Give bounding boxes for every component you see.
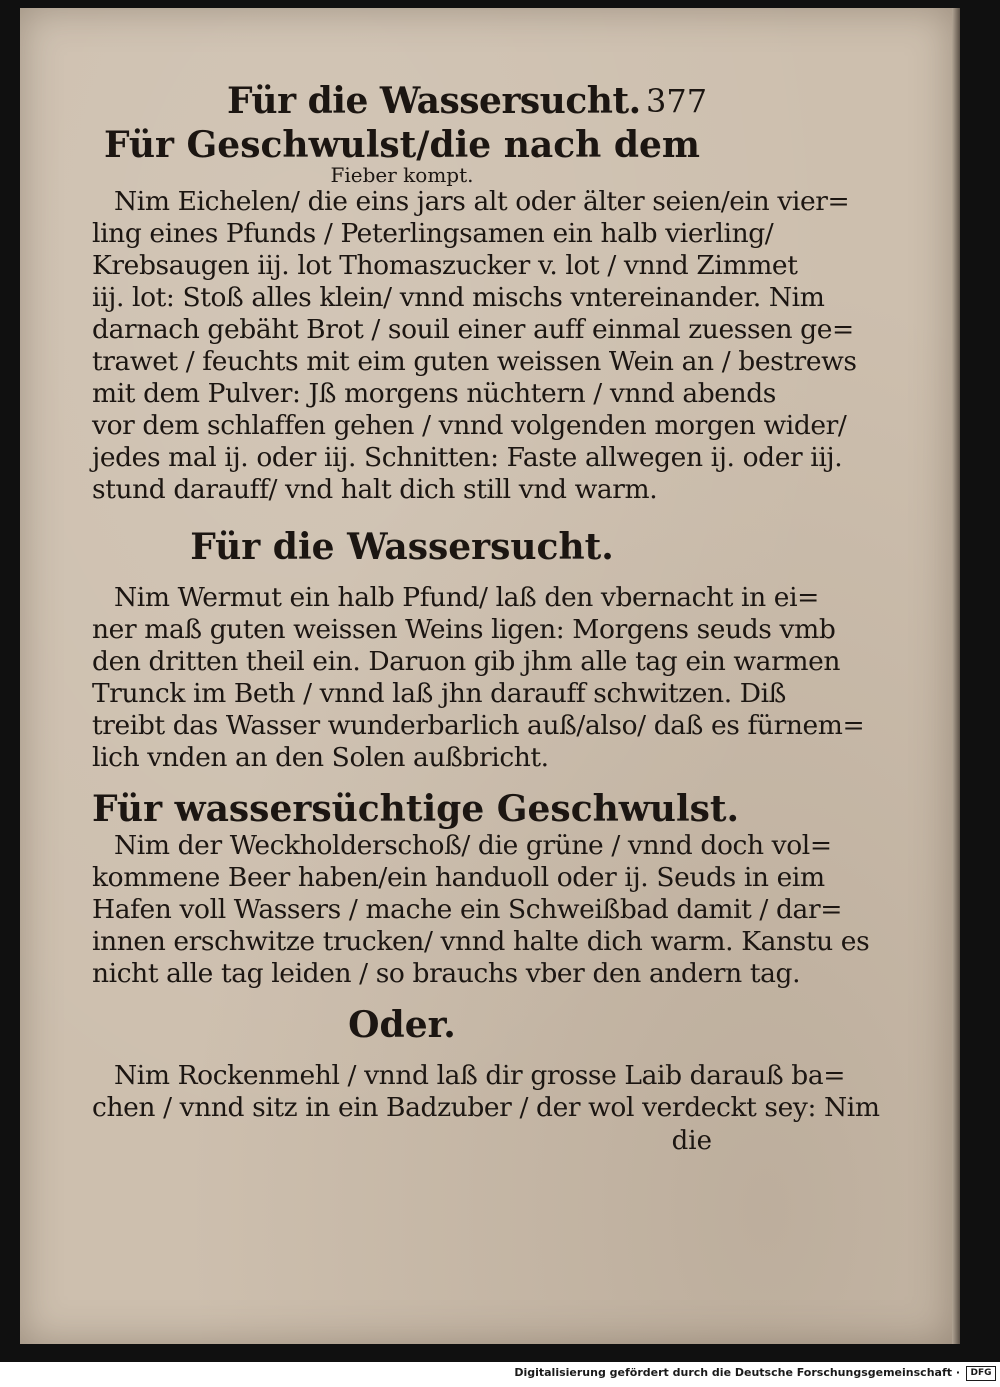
text-line: innen erschwitze trucken/ vnnd halte dich warm. Kanstu es bbox=[92, 926, 870, 957]
section-heading: Oder. bbox=[348, 1004, 456, 1046]
paragraph bbox=[92, 830, 870, 990]
text-line: Nim Rockenmehl / vnnd laß dir grosse Laib darauß ba= bbox=[114, 1060, 846, 1091]
text-line: Krebsaugen iij. lot Thomaszucker v. lot / vnnd Zimmet bbox=[92, 250, 798, 281]
text-line: Nim Wermut ein halb Pfund/ laß den vbernacht in ei= bbox=[114, 582, 819, 613]
text-line: darnach gebäht Brot / souil einer auff einmal zuessen ge= bbox=[92, 314, 854, 345]
page-number: 377 bbox=[646, 82, 708, 120]
paragraph bbox=[92, 186, 857, 506]
text-line: lich vnden an den Solen außbricht. bbox=[92, 742, 549, 773]
text-line: Nim Eichelen/ die eins jars alt oder älter seien/ein vier= bbox=[114, 186, 850, 217]
paragraph bbox=[92, 582, 865, 774]
text-line: den dritten theil ein. Daruon gib jhm alle tag ein warmen bbox=[92, 646, 841, 677]
text-line: mit dem Pulver: Jß morgens nüchtern / vnnd abends bbox=[92, 378, 777, 409]
text-line: iij. lot: Stoß alles klein/ vnnd mischs vntereinander. Nim bbox=[92, 282, 825, 313]
text-line: trawet / feuchts mit eim guten weissen Wein an / bestrews bbox=[92, 346, 857, 377]
text-line: stund darauff/ vnd halt dich still vnd warm. bbox=[92, 474, 658, 505]
text-line: ner maß guten weissen Weins ligen: Morgens seuds vmb bbox=[92, 614, 836, 645]
text-line: jedes mal ij. oder iij. Schnitten: Faste allwegen ij. oder iij. bbox=[92, 442, 843, 473]
dfg-logo-icon: DFG bbox=[966, 1366, 996, 1381]
book-page bbox=[20, 8, 952, 1344]
catchword: die bbox=[671, 1126, 712, 1156]
text-line: chen / vnnd sitz in ein Badzuber / der wol verdeckt sey: Nim bbox=[92, 1092, 880, 1123]
text-line: vor dem schlaffen gehen / vnnd volgenden morgen wider/ bbox=[92, 410, 847, 441]
text-line: kommene Beer haben/ein handuoll oder ij. Seuds in eim bbox=[92, 862, 825, 893]
page-edge bbox=[952, 8, 960, 1344]
section-heading: Für Geschwulst/die nach dem bbox=[103, 124, 701, 166]
text-line: nicht alle tag leiden / so brauchs vber den andern tag. bbox=[92, 958, 801, 989]
text-line: treibt das Wasser wunderbarlich auß/also/ daß es fürnem= bbox=[92, 710, 865, 741]
paragraph bbox=[92, 1060, 880, 1124]
text-block bbox=[92, 80, 880, 1156]
section-heading: Für die Wassersucht. bbox=[190, 526, 614, 568]
funding-footer bbox=[0, 1362, 1000, 1387]
running-title: Für die Wassersucht. bbox=[227, 80, 641, 122]
text-line: Nim der Weckholderschoß/ die grüne / vnnd doch vol= bbox=[114, 830, 832, 861]
funding-text: Digitalisierung gefördert durch die Deutsche Forschungsgemeinschaft · bbox=[514, 1366, 960, 1379]
text-line: ling eines Pfunds / Peterlingsamen ein halb vierling/ bbox=[92, 218, 774, 249]
text-line: Hafen voll Wassers / mache ein Schweißbad damit / dar= bbox=[92, 894, 843, 925]
section-subheading: Fieber kompt. bbox=[330, 163, 474, 187]
section-heading: Für wassersüchtige Geschwulst. bbox=[92, 788, 740, 830]
running-head bbox=[92, 80, 712, 124]
text-line: Trunck im Beth / vnnd laß jhn darauff schwitzen. Diß bbox=[92, 678, 786, 709]
